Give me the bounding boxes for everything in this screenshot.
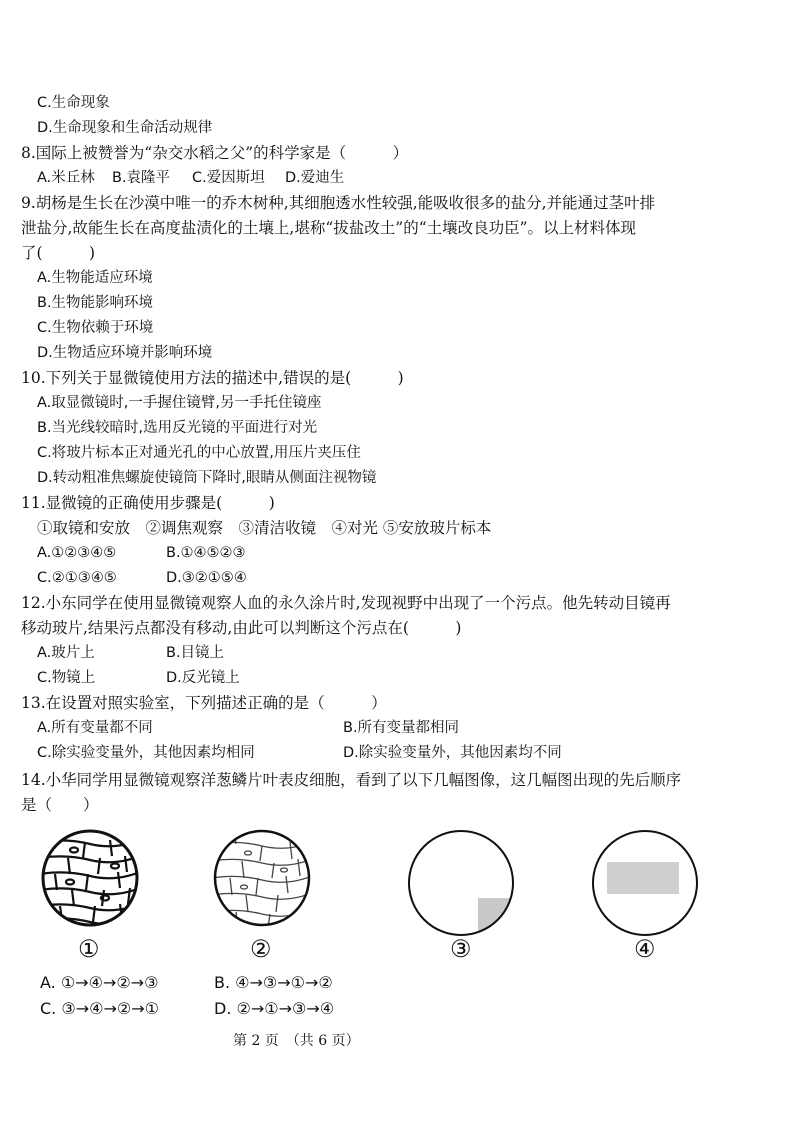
q8-stem: 8.国际上被赞誉为“杂交水稻之父”的科学家是（ ）: [21, 144, 409, 162]
q12-stem-line: 移动玻片,结果污点都没有移动,由此可以判断这个污点在( ): [21, 619, 462, 637]
q11-option-c: C.②①③④⑤: [37, 570, 117, 586]
q14-option-d: D. ②→①→③→④: [214, 999, 335, 1018]
q14-option-a: A. ①→④→②→③: [40, 973, 159, 992]
microscope-view-4-figure: [590, 828, 700, 938]
q13-option-b: B.所有变量都相同: [343, 720, 460, 736]
figure-label-2: ②: [250, 935, 272, 963]
q13-option-a: A.所有变量都不同: [37, 720, 153, 736]
q14-option-b: B. ④→③→①→②: [214, 973, 333, 992]
q7-option-d: D.生命现象和生命活动规律: [37, 120, 213, 136]
q10-option-b: B.当光线较暗时,选用反光镜的平面进行对光: [37, 420, 318, 436]
q8-option-c: C.爱因斯坦: [192, 170, 265, 186]
q12-option-a: A.玻片上: [37, 645, 95, 661]
q10-option-a: A.取显微镜时,一手握住镜臂,另一手托住镜座: [37, 395, 322, 411]
q8-option-b: B.袁隆平: [112, 170, 171, 186]
q12-option-b: B.目镜上: [166, 645, 225, 661]
microscope-view-3-figure: [406, 828, 516, 938]
microscope-view-1-figure: [40, 828, 140, 928]
q12-option-c: C.物镜上: [37, 670, 96, 686]
q14-stem-line: 是（ ）: [21, 796, 99, 814]
q9-stem-line: 了( ): [21, 244, 96, 262]
q9-stem-line: 9.胡杨是生长在沙漠中唯一的乔木树种,其细胞透水性较强,能吸收很多的盐分,并能通过茎叶排: [21, 194, 656, 212]
q9-option-d: D.生物适应环境并影响环境: [37, 345, 213, 361]
q13-option-d: D.除实验变量外，其他因素均不同: [343, 745, 562, 761]
q12-option-d: D.反光镜上: [166, 670, 240, 686]
figure-label-4: ④: [634, 935, 656, 963]
q7-option-c: C.生命现象: [37, 95, 110, 111]
q13-option-c: C.除实验变量外，其他因素均相同: [37, 745, 255, 761]
q9-option-b: B.生物能影响环境: [37, 295, 154, 311]
q14-stem-line: 14.小华同学用显微镜观察洋葱鳞片叶表皮细胞，看到了以下几幅图像，这几幅图出现的先后顺序: [21, 771, 682, 789]
q10-option-d: D.转动粗准焦螺旋使镜筒下降时,眼睛从侧面注视物镜: [37, 470, 377, 486]
q12-stem-line: 12.小东同学在使用显微镜观察人血的永久涂片时,发现视野中出现了一个污点。他先转动目镜再: [21, 594, 671, 612]
figure-label-1: ①: [78, 935, 100, 963]
page-footer: 第 2 页 （共 6 页）: [233, 1033, 360, 1049]
q11-option-a: A.①②③④⑤: [37, 545, 117, 561]
figure-label-3: ③: [450, 935, 472, 963]
q14-option-c: C. ③→④→②→①: [40, 999, 159, 1018]
q9-stem-line: 泄盐分,故能生长在高度盐渍化的土壤上,堪称“拔盐改土”的“土壤改良功臣”。以上材料体现: [21, 219, 637, 237]
q10-stem: 10.下列关于显微镜使用方法的描述中,错误的是( ): [21, 369, 404, 387]
q11-steps: ①取镜和安放 ②调焦观察 ③清洁收镜 ④对光 ⑤安放玻片标本: [37, 519, 492, 537]
q11-option-d: D.③②①⑤④: [166, 570, 247, 586]
q9-option-a: A.生物能适应环境: [37, 270, 153, 286]
q8-option-a: A.米丘林: [37, 170, 95, 186]
q11-stem: 11.显微镜的正确使用步骤是( ): [21, 494, 275, 512]
q10-option-c: C.将玻片标本正对通光孔的中心放置,用压片夹压住: [37, 445, 361, 461]
q11-option-b: B.①④⑤②③: [166, 545, 246, 561]
q9-option-c: C.生物依赖于环境: [37, 320, 154, 336]
q8-option-d: D.爱迪生: [285, 170, 345, 186]
microscope-view-2-figure: [212, 828, 312, 928]
q13-stem: 13.在设置对照实验室，下列描述正确的是（ ）: [21, 694, 387, 712]
